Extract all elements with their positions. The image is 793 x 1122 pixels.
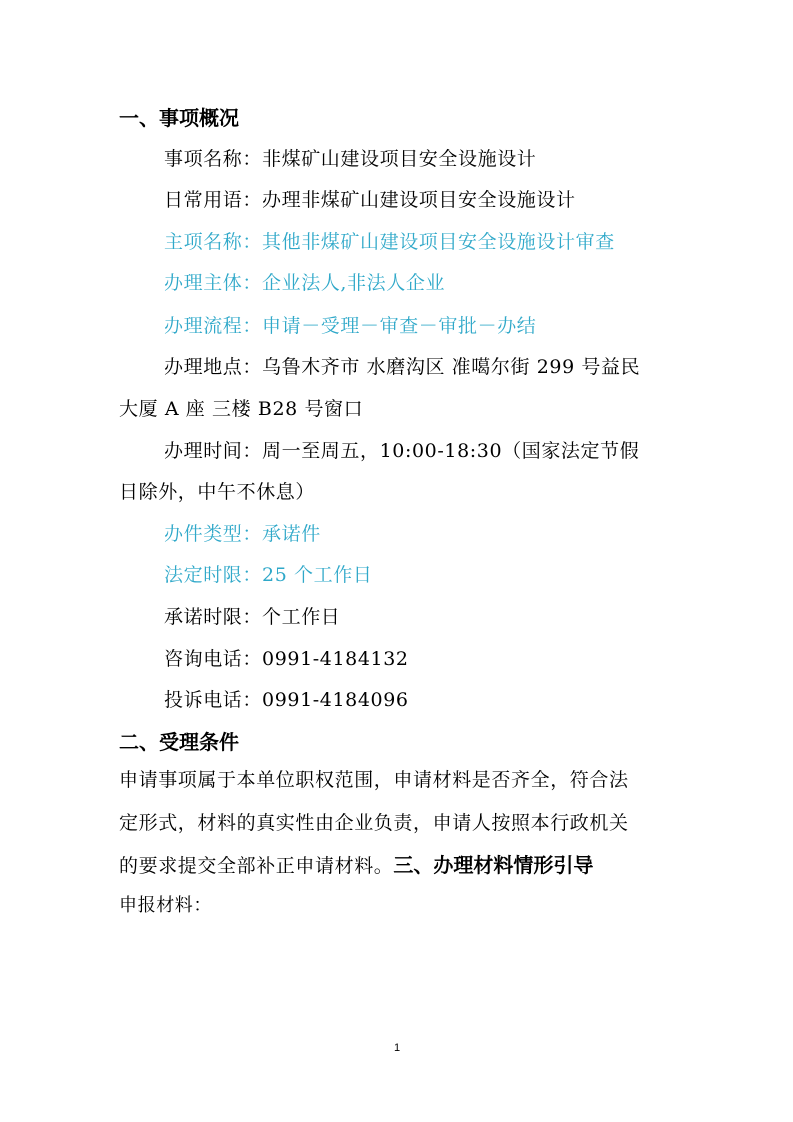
handling-subject: 办理主体：企业法人,非法人企业 [164,272,446,294]
legal-time-limit: 法定时限：25 个工作日 [164,564,373,586]
materials-label: 申报材料： [119,895,212,916]
handling-hours-line-2: 日除外，中午不休息） [119,481,316,503]
complaint-phone: 投诉电话：0991-4184096 [164,689,409,711]
page-number: 1 [393,1042,401,1054]
conditions-paragraph-line-3 [119,851,593,880]
common-name: 日常用语：办理非煤矿山建设项目安全设施设计 [164,189,576,211]
conditions-paragraph-line-2: 定形式，材料的真实性由企业负责，申请人按照本行政机关 [119,812,629,834]
case-type: 办件类型：承诺件 [164,523,321,545]
handling-location-line-2: 大厦 A 座 三楼 B28 号窗口 [119,398,364,420]
section-1-heading: 一、事项概况 [119,106,239,130]
promised-time-limit: 承诺时限：个工作日 [164,606,341,628]
section-3-heading: 三、办理材料情形引导 [393,853,594,877]
handling-process: 办理流程：申请－受理－审查－审批－办结 [164,315,537,337]
handling-hours-line-1: 办理时间：周一至周五，10:00-18:30（国家法定节假 [164,440,640,462]
consult-phone: 咨询电话：0991-4184132 [164,648,409,670]
item-name: 事项名称：非煤矿山建设项目安全设施设计 [164,148,537,170]
main-item-name: 主项名称：其他非煤矿山建设项目安全设施设计审查 [164,231,615,253]
conditions-paragraph-line-1: 申请事项属于本单位职权范围，申请材料是否齐全，符合法 [119,769,629,791]
section-2-heading: 二、受理条件 [119,730,239,754]
conditions-paragraph-end: 的要求提交全部补正申请材料。 [119,855,394,877]
handling-location-line-1: 办理地点：乌鲁木齐市 水磨沟区 准噶尔街 299 号益民 [164,356,641,378]
